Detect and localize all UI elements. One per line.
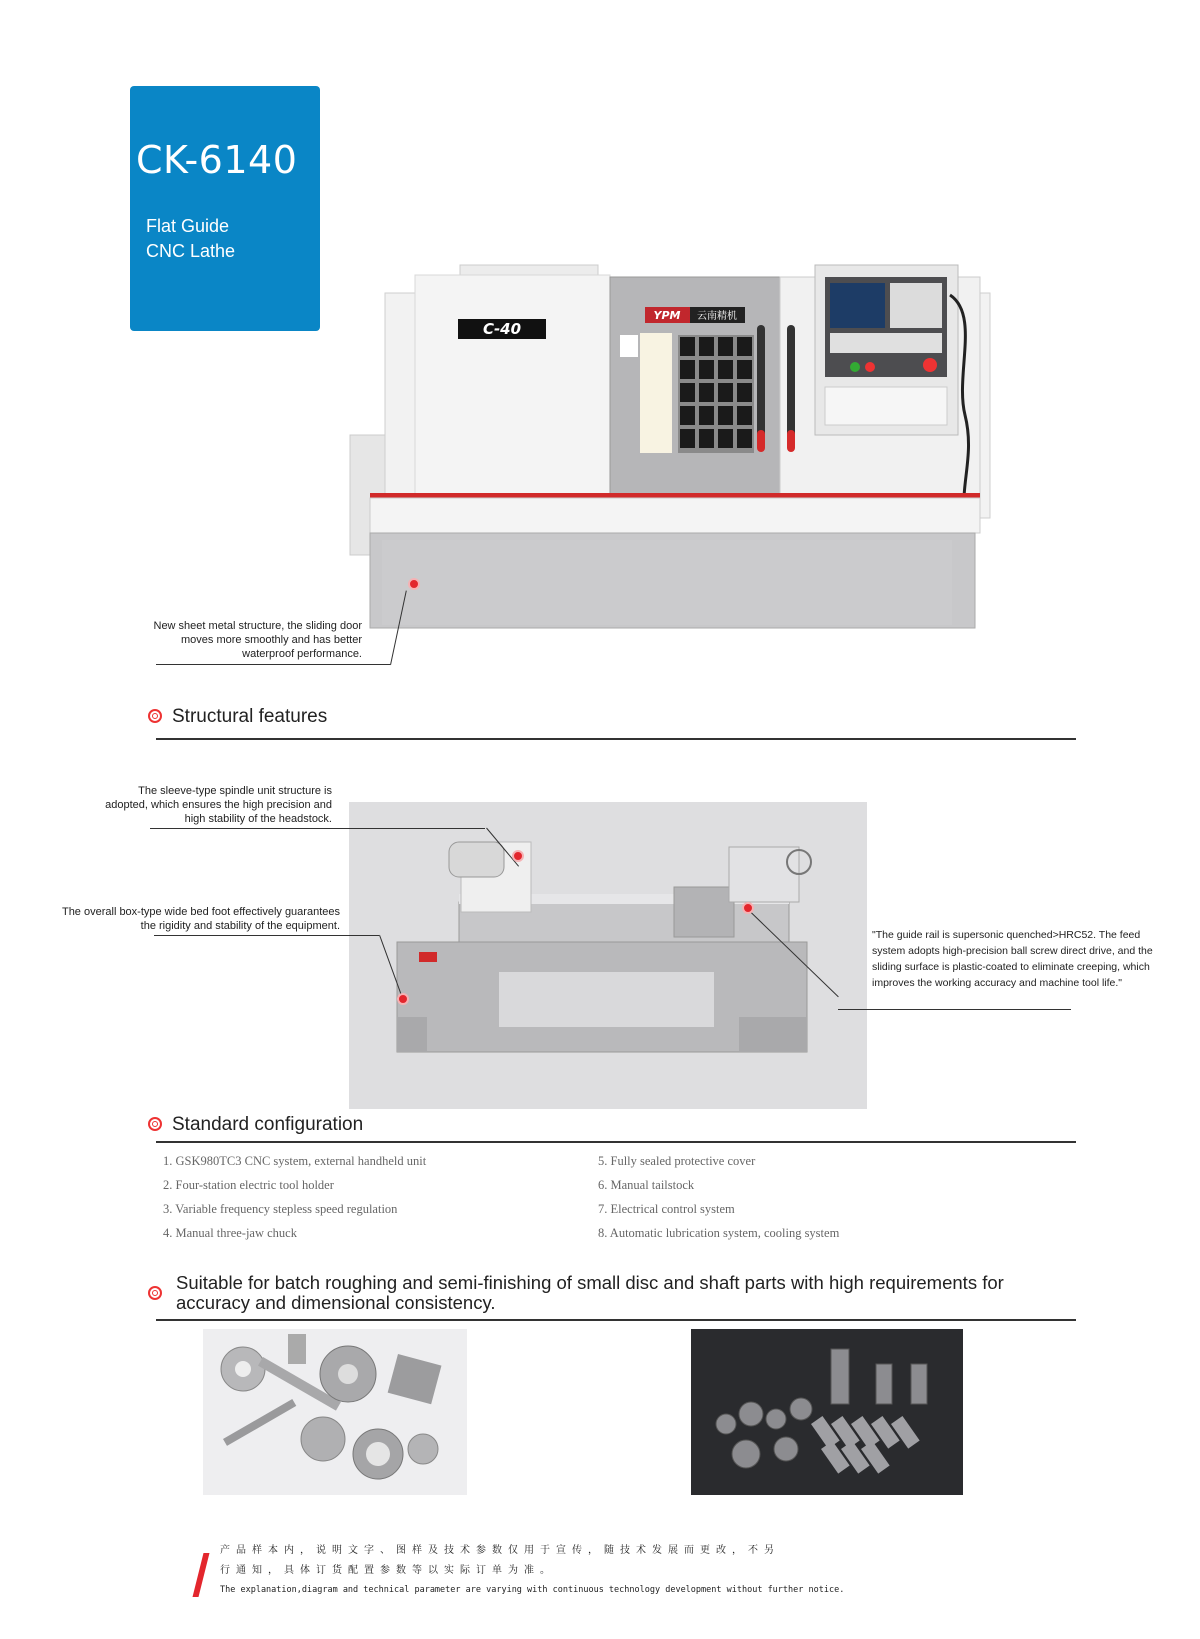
lathe-image <box>349 802 867 1109</box>
callout-door-line <box>156 664 390 665</box>
door-window-pane <box>718 383 733 402</box>
cnc-lathe-image <box>340 255 1040 665</box>
config-item: 4. Manual three-jaw chuck <box>163 1226 297 1240</box>
door-window-pane <box>680 429 695 448</box>
door-window-pane <box>718 406 733 425</box>
section-structural-title: Structural features <box>172 706 328 727</box>
section-suitable <box>148 1273 1078 1313</box>
config-item: 5. Fully sealed protective cover <box>598 1154 756 1168</box>
brand-logo: YPM <box>653 309 681 322</box>
door-window-pane <box>718 429 733 448</box>
door-window-pane <box>737 406 752 425</box>
callout-bed-foot: The overall box-type wide bed foot effectively guarantees the rigidity and stability of the equipment. <box>61 906 340 932</box>
config-item: 3. Variable frequency stepless speed regulation <box>163 1202 398 1216</box>
door-window-pane <box>718 337 733 356</box>
door-window-pane <box>699 360 714 379</box>
callout-door: New sheet metal structure, the sliding door moves more smoothly and has better waterproof performance. <box>153 620 362 660</box>
config-item: 7. Electrical control system <box>598 1202 735 1216</box>
parts-photo-light <box>203 1329 467 1495</box>
config-item: 2. Four-station electric tool holder <box>163 1178 334 1192</box>
section-suitable-rule <box>156 1319 1076 1321</box>
section-standard-title: Standard configuration <box>172 1114 364 1135</box>
door-window-pane <box>718 360 733 379</box>
door-window-pane <box>680 383 695 402</box>
section-standard <box>148 1114 363 1136</box>
door-window-pane <box>699 406 714 425</box>
subtitle-line-1: Flat Guide <box>146 216 230 236</box>
machine-badge: C-40 <box>482 320 522 338</box>
door-window-pane <box>737 429 752 448</box>
door-window-pane <box>699 429 714 448</box>
subtitle-line-2: CNC Lathe <box>146 241 236 261</box>
footer-accent-slash <box>193 1553 210 1597</box>
config-item: 6. Manual tailstock <box>598 1178 695 1192</box>
config-item: 1. GSK980TC3 CNC system, external handheld unit <box>163 1154 427 1168</box>
callout-bed-foot-line <box>154 935 379 936</box>
door-window-pane <box>699 337 714 356</box>
config-list-left <box>163 1149 426 1245</box>
footer-en-line: The explanation,diagram and technical parameter are varying with continuous technology development without further notice. <box>220 1585 845 1595</box>
door-window-pane <box>680 337 695 356</box>
callout-guide-rail-dot <box>742 902 754 914</box>
callout-spindle-line <box>150 828 485 829</box>
section-structural <box>148 706 327 728</box>
title-card <box>130 86 320 331</box>
footer-cn-line-2: 行通知，具体订货配置参数等以实际订单为准。 <box>220 1565 556 1576</box>
config-list-right <box>598 1149 839 1245</box>
section-suitable-title: Suitable for batch roughing and semi-finishing of small disc and shaft parts with high requirements for accuracy and dimensional consistency. <box>176 1272 1004 1313</box>
door-window-pane <box>737 383 752 402</box>
callout-guide-rail-line <box>838 1009 1071 1010</box>
config-item: 8. Automatic lubrication system, cooling system <box>598 1226 840 1240</box>
section-ring-icon <box>148 1286 162 1300</box>
section-ring-icon <box>148 1117 162 1131</box>
callout-door-dot <box>408 578 420 590</box>
section-standard-rule <box>156 1141 1076 1143</box>
door-window-pane <box>699 383 714 402</box>
door-window-pane <box>680 406 695 425</box>
callout-spindle: The sleeve-type spindle unit structure is adopted, which ensures the high precision and high stability of the headstock. <box>105 785 332 825</box>
door-window-pane <box>737 360 752 379</box>
door-window-pane <box>737 337 752 356</box>
door-window-pane <box>680 360 695 379</box>
section-structural-rule <box>156 738 1076 740</box>
callout-spindle-dot <box>512 850 524 862</box>
callout-bed-foot-dot <box>397 993 409 1005</box>
section-ring-icon <box>148 709 162 723</box>
footer-cn-line-1: 产品样本内，说明文字、图样及技术参数仅用于宣传，随技术发展而更改，不另 <box>220 1545 780 1556</box>
product-subtitle <box>146 214 316 264</box>
parts-photo-dark <box>691 1329 963 1495</box>
model-number: CK-6140 <box>136 138 298 182</box>
callout-guide-rail: "The guide rail is supersonic quenched>HRC52. The feed system adopts high-precision ball screw direct drive, and the sliding surface is plastic-coated to eliminate creeping, which improves the working accuracy and machine tool life." <box>872 929 1153 989</box>
brand-name: 云南精机 <box>697 311 737 322</box>
